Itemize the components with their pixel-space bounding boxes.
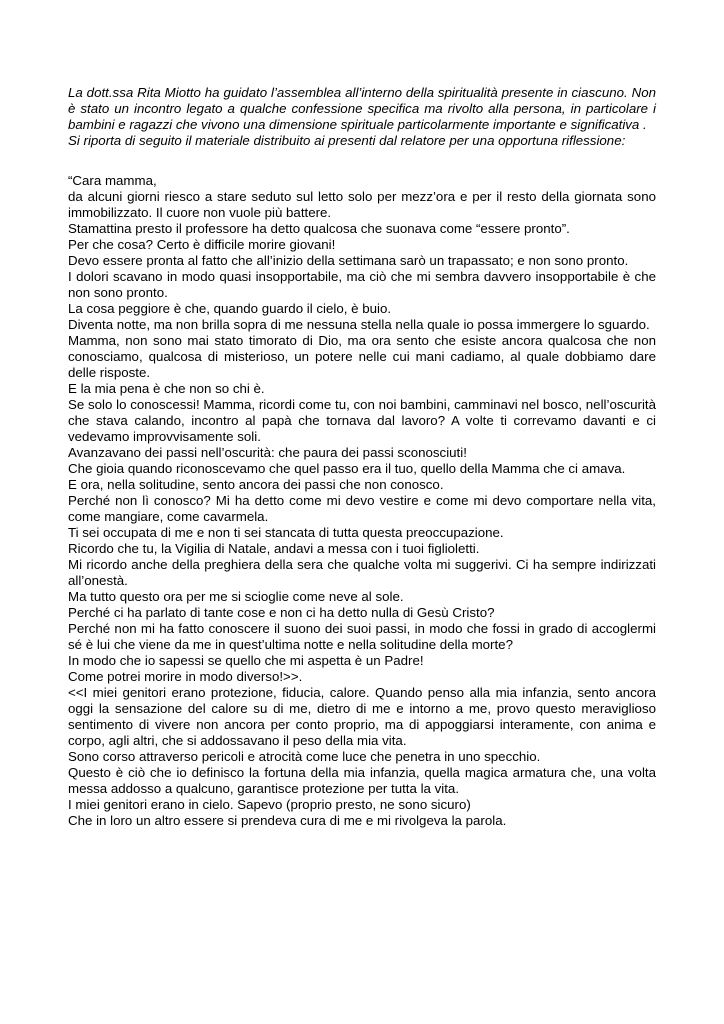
letter-paragraph: Se solo lo conoscessi! Mamma, ricordi come tu, con noi bambini, camminavi nel bosco, nell’oscurità che stava calando, incontro al papà che tornava dal lavoro? A volte ti correvamo davanti e ci vedevamo improvvisamente soli. <box>68 397 656 444</box>
letter-paragraph: E ora, nella solitudine, sento ancora dei passi che non conosco. <box>68 477 444 492</box>
letter-paragraph: Come potrei morire in modo diverso!>>. <box>68 669 303 684</box>
letter-paragraph: I dolori scavano in modo quasi insopportabile, ma ciò che mi sembra davvero insopportabile è che non sono pronto. <box>68 269 656 300</box>
letter-paragraph: In modo che io sapessi se quello che mi aspetta è un Padre! <box>68 653 424 668</box>
intro-paragraph: Si riporta di seguito il materiale distribuito ai presenti dal relatore per una opportuna riflessione: <box>68 133 626 148</box>
letter-paragraph: E la mia pena è che non so chi è. <box>68 381 265 396</box>
letter-paragraph: Mamma, non sono mai stato timorato di Dio, ma ora sento che esiste ancora qualcosa che non conosciamo, qualcosa di misterioso, un potere nelle cui mani cadiamo, al quale dobbiamo dare delle risposte. <box>68 333 656 380</box>
letter-paragraph: Per che cosa? Certo è difficile morire giovani! <box>68 237 336 252</box>
letter-paragraph: Stamattina presto il professore ha detto qualcosa che suonava come “essere pronto”. <box>68 221 570 236</box>
letter-paragraph: <<I miei genitori erano protezione, fiducia, calore. Quando penso alla mia infanzia, sento ancora oggi la sensazione del calore su di me, dietro di me e intorno a me, provo questo meraviglioso sentimento di vivere non ancora per conto proprio, ma di appoggiarsi interamente, con anima e corpo, agli altri, che si addossavano il peso della mia vita. <box>68 685 656 748</box>
letter-paragraph: Mi ricordo anche della preghiera della sera che qualche volta mi suggerivi. Ci ha sempre indirizzati all’onestà. <box>68 557 656 588</box>
section-spacer <box>68 149 656 173</box>
intro-paragraph: La dott.ssa Rita Miotto ha guidato l’assemblea all’interno della spiritualità presente in ciascuno. Non è stato un incontro legato a qualche confessione specifica ma rivolto alla persona, in particolare i bambini e ragazzi che vivono una dimensione spirituale particolarmente importante e significativa . <box>68 85 656 132</box>
letter-paragraph: Diventa notte, ma non brilla sopra di me nessuna stella nella quale io possa immergere lo sguardo. <box>68 317 650 332</box>
letter-paragraph: Devo essere pronta al fatto che all’inizio della settimana sarò un trapassato; e non sono pronto. <box>68 253 629 268</box>
letter-salutation: “Cara mamma, <box>68 173 157 188</box>
letter-paragraph: I miei genitori erano in cielo. Sapevo (proprio presto, ne sono sicuro) <box>68 797 471 812</box>
letter-paragraph: Avanzavano dei passi nell’oscurità: che paura dei passi sconosciuti! <box>68 445 467 460</box>
letter-paragraph: Sono corso attraverso pericoli e atrocità come luce che penetra in uno specchio. <box>68 749 541 764</box>
letter-paragraph: Perché non mi ha fatto conoscere il suono dei suoi passi, in modo che fossi in grado di accoglermi sé è lui che viene da me in quest’ultima notte e nella solitudine della morte? <box>68 621 656 652</box>
letter-paragraph: Perché non lì conosco? Mi ha detto come mi devo vestire e come mi devo comportare nella vita, come mangiare, come cavarmela. <box>68 493 656 524</box>
letter-paragraph: da alcuni giorni riesco a stare seduto sul letto solo per mezz’ora e per il resto della giornata sono immobilizzato. Il cuore non vuole più battere. <box>68 189 656 220</box>
letter-paragraph: Ma tutto questo ora per me si scioglie come neve al sole. <box>68 589 404 604</box>
intro-section <box>68 85 656 149</box>
letter-paragraph: Ti sei occupata di me e non ti sei stancata di tutta questa preoccupazione. <box>68 525 504 540</box>
letter-section <box>68 173 656 829</box>
document-page <box>68 85 656 829</box>
letter-paragraph: La cosa peggiore è che, quando guardo il cielo, è buio. <box>68 301 392 316</box>
letter-paragraph: Che gioia quando riconoscevamo che quel passo era il tuo, quello della Mamma che ci amava. <box>68 461 626 476</box>
letter-paragraph: Che in loro un altro essere si prendeva cura di me e mi rivolgeva la parola. <box>68 813 507 828</box>
letter-paragraph: Ricordo che tu, la Vigilia di Natale, andavi a messa con i tuoi figlioletti. <box>68 541 480 556</box>
letter-paragraph: Questo è ciò che io definisco la fortuna della mia infanzia, quella magica armatura che, una volta messa addosso a qualcuno, garantisce protezione per tutta la vita. <box>68 765 656 796</box>
letter-paragraph: Perché ci ha parlato di tante cose e non ci ha detto nulla di Gesù Cristo? <box>68 605 495 620</box>
